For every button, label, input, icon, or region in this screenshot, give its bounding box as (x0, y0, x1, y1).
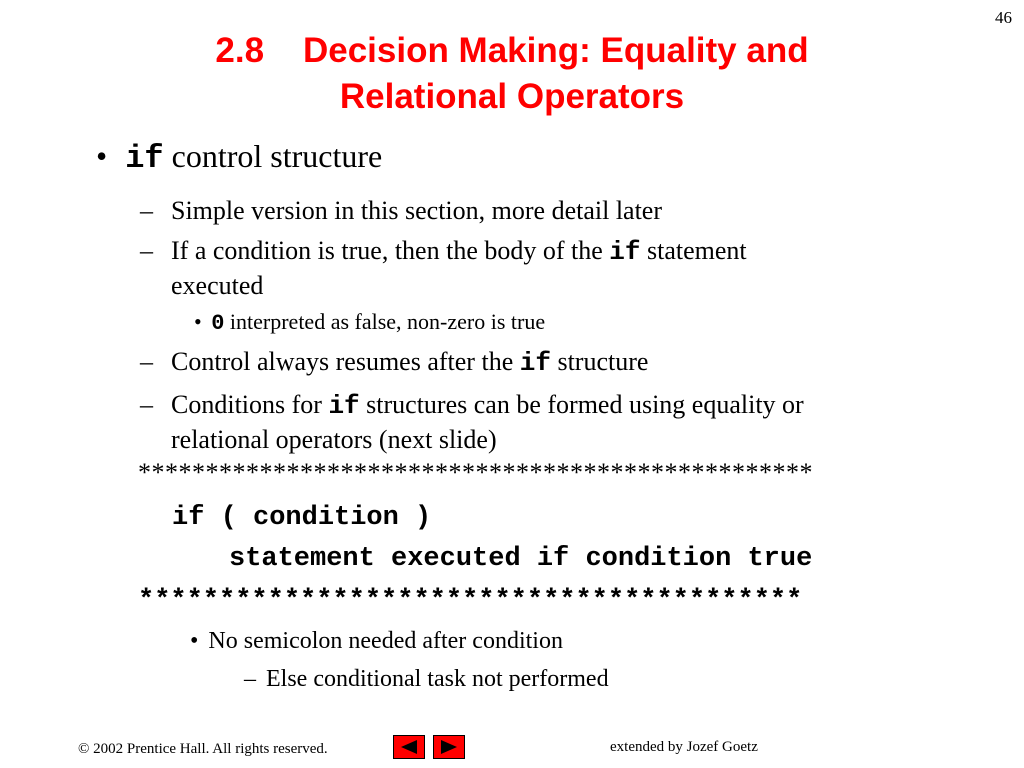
note-sub-bullet-text: Else conditional task not performed (266, 666, 609, 692)
nav-buttons (393, 735, 465, 759)
code-zero: 0 (211, 311, 225, 336)
bullet-dot: • (96, 138, 108, 174)
title-line-1 (0, 28, 1024, 74)
sub-bullet-text: Conditions for (171, 390, 322, 419)
keyword-if: if (519, 348, 551, 378)
sub-bullet-text: If a condition is true, then the body of the (171, 236, 603, 265)
copyright-text: 2002 Prentice Hall. All rights reserved. (93, 741, 328, 757)
sub-bullet-text: structure (557, 347, 649, 376)
sub-bullet-text: Control always resumes after the (171, 347, 514, 376)
sub-bullet-text: statement (647, 236, 747, 265)
dash: – (140, 236, 153, 265)
triangle-right-icon (439, 739, 459, 755)
title-line-1-text: Decision Making: Equality and (302, 31, 809, 70)
title-line-2: Relational Operators (339, 77, 685, 116)
main-bullet (96, 138, 382, 177)
slide-title (0, 28, 1024, 120)
separator-stars-bottom: ***************************************** (138, 586, 803, 616)
sub-bullet-text: Simple version in this section, more detail later (171, 196, 663, 225)
triangle-left-icon (399, 739, 419, 755)
dash: – (244, 666, 256, 692)
prev-slide-button[interactable] (393, 735, 425, 759)
sub-bullet-text: relational operators (next slide) (171, 425, 497, 454)
keyword-if: if (609, 237, 641, 267)
note-bullet (190, 628, 563, 655)
main-bullet-text: control structure (171, 138, 383, 174)
sub-bullet-text: structures can be formed using equality or (366, 390, 804, 419)
sub-bullet (140, 345, 649, 379)
section-number: 2.8 (215, 31, 265, 70)
page-number: 46 (995, 8, 1012, 27)
bullet-dot: • (194, 309, 202, 334)
subsub-bullet-text: interpreted as false, non-zero is true (229, 309, 546, 334)
footer-extended-by: extended by Jozef Goetz (610, 739, 758, 755)
copyright-symbol: © (78, 741, 90, 757)
sub-bullet-text: executed (171, 271, 264, 300)
note-sub-bullet (244, 666, 609, 693)
bullet-dot: • (190, 628, 199, 654)
sub-bullet (140, 194, 663, 228)
next-slide-button[interactable] (433, 735, 465, 759)
footer-copyright (78, 741, 328, 758)
dash: – (140, 196, 153, 225)
code-line: statement executed if condition true (229, 544, 813, 574)
note-bullet-text: No semicolon needed after condition (208, 628, 563, 654)
keyword-if: if (125, 140, 164, 177)
separator-stars-top: ************************************************** (138, 458, 813, 487)
subsub-bullet (194, 309, 545, 336)
sub-bullet (140, 234, 940, 300)
dash: – (140, 347, 153, 376)
keyword-if: if (328, 391, 360, 421)
code-line: if ( condition ) (172, 503, 432, 533)
sub-bullet (140, 388, 960, 454)
dash: – (140, 390, 153, 419)
